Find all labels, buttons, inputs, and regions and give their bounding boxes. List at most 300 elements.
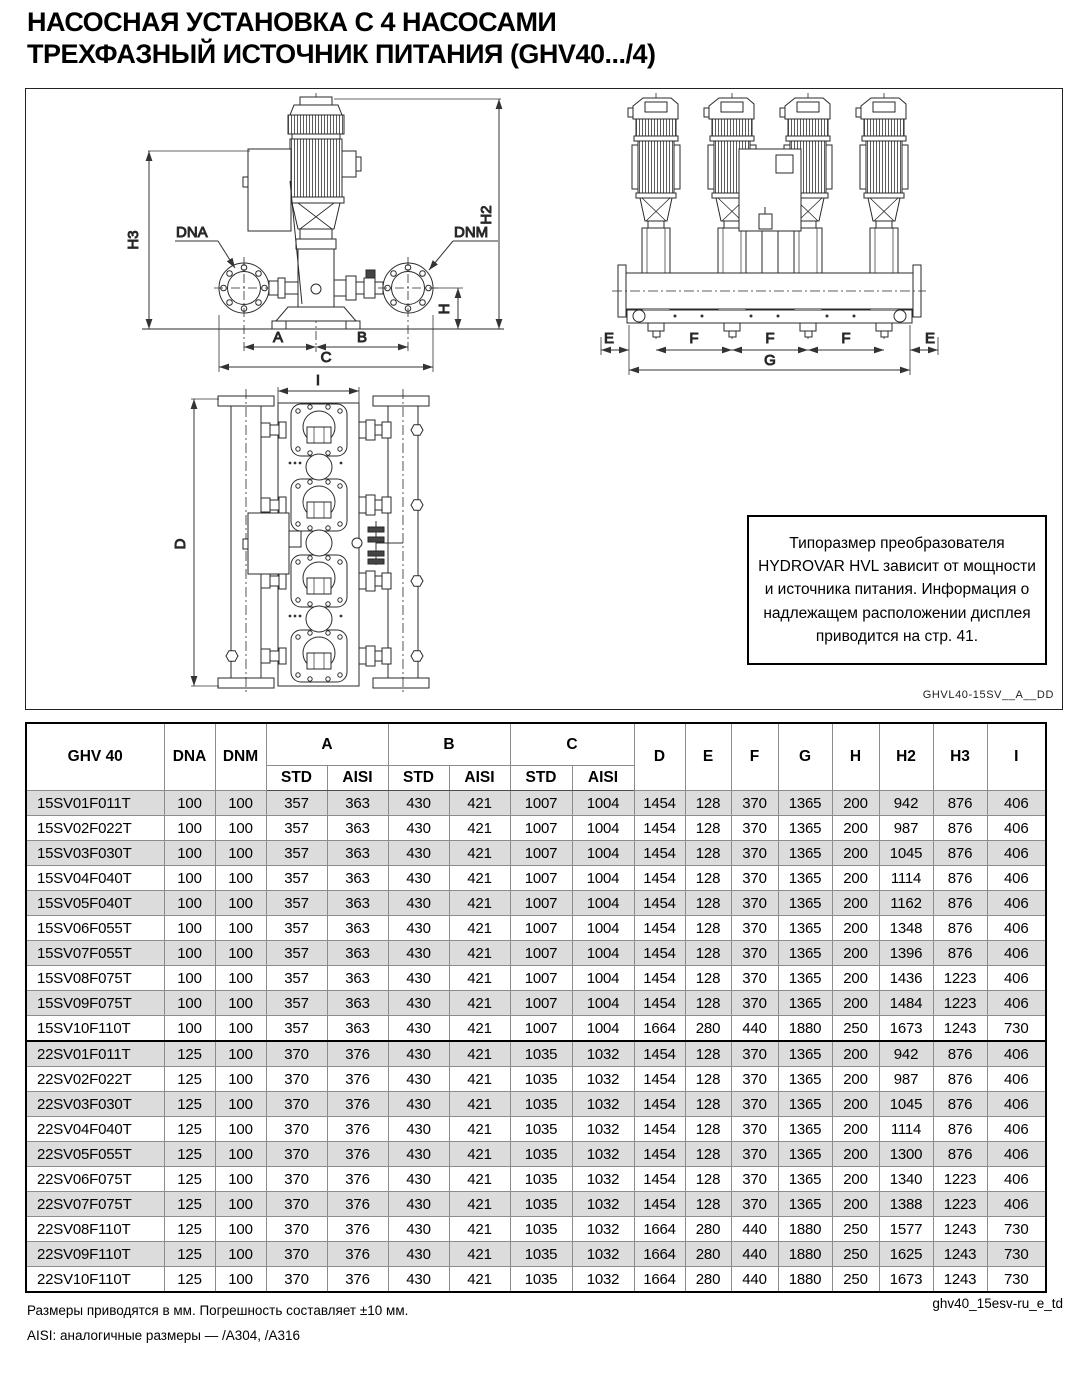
table-row: [26, 791, 1046, 816]
model-cell: 15SV02F022T: [26, 816, 164, 841]
value-cell: 1007: [510, 816, 572, 841]
value-cell: 370: [266, 1041, 327, 1067]
col-header-d: D: [634, 723, 685, 791]
value-cell: 357: [266, 891, 327, 916]
value-cell: 370: [731, 1041, 778, 1067]
value-cell: 200: [832, 1117, 879, 1142]
value-cell: 1004: [572, 1016, 634, 1042]
value-cell: 1007: [510, 891, 572, 916]
table-body: [26, 791, 1046, 1293]
value-cell: 125: [164, 1067, 215, 1092]
value-cell: 1365: [778, 1142, 832, 1167]
value-cell: 1035: [510, 1067, 572, 1092]
value-cell: 1880: [778, 1267, 832, 1293]
value-cell: 1035: [510, 1242, 572, 1267]
value-cell: 370: [266, 1267, 327, 1293]
value-cell: 1032: [572, 1092, 634, 1117]
value-cell: 1365: [778, 966, 832, 991]
value-cell: 1004: [572, 791, 634, 816]
value-cell: 1880: [778, 1242, 832, 1267]
value-cell: 440: [731, 1242, 778, 1267]
value-cell: 1454: [634, 791, 685, 816]
value-cell: 876: [933, 891, 987, 916]
value-cell: 363: [327, 916, 388, 941]
value-cell: 200: [832, 991, 879, 1016]
value-cell: 376: [327, 1192, 388, 1217]
value-cell: 100: [215, 916, 266, 941]
value-cell: 1365: [778, 1167, 832, 1192]
value-cell: 1035: [510, 1192, 572, 1217]
value-cell: 1007: [510, 941, 572, 966]
value-cell: 1454: [634, 1142, 685, 1167]
value-cell: 250: [832, 1217, 879, 1242]
value-cell: 1673: [879, 1016, 933, 1042]
value-cell: 200: [832, 1041, 879, 1067]
value-cell: 421: [449, 841, 510, 866]
value-cell: 200: [832, 891, 879, 916]
title-line-2: ТРЕХФАЗНЫЙ ИСТОЧНИК ПИТАНИЯ (GHV40.../4): [27, 39, 656, 70]
value-cell: 730: [987, 1016, 1046, 1042]
value-cell: 1664: [634, 1016, 685, 1042]
value-cell: 876: [933, 1041, 987, 1067]
value-cell: 406: [987, 866, 1046, 891]
value-cell: 406: [987, 1041, 1046, 1067]
value-cell: 200: [832, 816, 879, 841]
value-cell: 406: [987, 791, 1046, 816]
value-cell: 406: [987, 1192, 1046, 1217]
value-cell: 1673: [879, 1267, 933, 1293]
col-header-i: I: [987, 723, 1046, 791]
value-cell: 421: [449, 1167, 510, 1192]
value-cell: 730: [987, 1267, 1046, 1293]
dim-label-h3: H3: [125, 230, 142, 250]
value-cell: 363: [327, 816, 388, 841]
value-cell: 1035: [510, 1167, 572, 1192]
value-cell: 100: [164, 916, 215, 941]
value-cell: 942: [879, 791, 933, 816]
value-cell: 1664: [634, 1242, 685, 1267]
value-cell: 430: [388, 1041, 449, 1067]
value-cell: 430: [388, 1167, 449, 1192]
value-cell: 1365: [778, 1092, 832, 1117]
value-cell: 1004: [572, 991, 634, 1016]
col-header-h2: H2: [879, 723, 933, 791]
model-cell: 22SV04F040T: [26, 1117, 164, 1142]
value-cell: 876: [933, 1092, 987, 1117]
value-cell: 1223: [933, 1192, 987, 1217]
value-cell: 363: [327, 941, 388, 966]
value-cell: 1035: [510, 1092, 572, 1117]
col-header-a: A: [266, 723, 388, 766]
value-cell: 1454: [634, 916, 685, 941]
table-row: [26, 841, 1046, 866]
value-cell: 280: [685, 1217, 731, 1242]
dim-label-h: H: [436, 303, 453, 315]
model-cell: 22SV06F075T: [26, 1167, 164, 1192]
value-cell: 100: [215, 1142, 266, 1167]
value-cell: 421: [449, 1067, 510, 1092]
value-cell: 406: [987, 841, 1046, 866]
value-cell: 376: [327, 1067, 388, 1092]
value-cell: 430: [388, 791, 449, 816]
value-cell: 430: [388, 1142, 449, 1167]
value-cell: 280: [685, 1242, 731, 1267]
value-cell: 1004: [572, 841, 634, 866]
value-cell: 363: [327, 1016, 388, 1042]
value-cell: 128: [685, 1067, 731, 1092]
value-cell: 100: [215, 1242, 266, 1267]
value-cell: 421: [449, 1267, 510, 1293]
value-cell: 430: [388, 966, 449, 991]
value-cell: 1114: [879, 866, 933, 891]
value-cell: 200: [832, 941, 879, 966]
table-row: [26, 916, 1046, 941]
value-cell: 1454: [634, 1067, 685, 1092]
value-cell: 430: [388, 1242, 449, 1267]
value-cell: 406: [987, 991, 1046, 1016]
table-row: [26, 1142, 1046, 1167]
value-cell: 200: [832, 1167, 879, 1192]
value-cell: 370: [731, 866, 778, 891]
value-cell: 1365: [778, 791, 832, 816]
value-cell: 406: [987, 1067, 1046, 1092]
value-cell: 1032: [572, 1267, 634, 1293]
subheader-c-std: STD: [510, 766, 572, 791]
table-row: [26, 1192, 1046, 1217]
model-cell: 15SV09F075T: [26, 991, 164, 1016]
value-cell: 876: [933, 1067, 987, 1092]
value-cell: 430: [388, 916, 449, 941]
value-cell: 430: [388, 941, 449, 966]
value-cell: 1035: [510, 1267, 572, 1293]
value-cell: 370: [266, 1192, 327, 1217]
value-cell: 430: [388, 841, 449, 866]
dim-label-f3: F: [841, 330, 851, 347]
col-header-g: G: [778, 723, 832, 791]
value-cell: 1454: [634, 891, 685, 916]
value-cell: 440: [731, 1016, 778, 1042]
value-cell: 421: [449, 1041, 510, 1067]
dim-label-e-right: E: [924, 330, 936, 347]
value-cell: 421: [449, 1092, 510, 1117]
value-cell: 357: [266, 866, 327, 891]
subheader-a-std: STD: [266, 766, 327, 791]
model-cell: 22SV08F110T: [26, 1217, 164, 1242]
value-cell: 1243: [933, 1217, 987, 1242]
value-cell: 1365: [778, 816, 832, 841]
value-cell: 1004: [572, 966, 634, 991]
table-row: [26, 941, 1046, 966]
value-cell: 128: [685, 916, 731, 941]
value-cell: 280: [685, 1267, 731, 1293]
table-row: [26, 816, 1046, 841]
value-cell: 125: [164, 1217, 215, 1242]
value-cell: 421: [449, 1142, 510, 1167]
value-cell: 363: [327, 991, 388, 1016]
value-cell: 1032: [572, 1242, 634, 1267]
value-cell: 100: [215, 1016, 266, 1042]
value-cell: 1162: [879, 891, 933, 916]
model-cell: 15SV10F110T: [26, 1016, 164, 1042]
value-cell: 1032: [572, 1041, 634, 1067]
value-cell: 1365: [778, 841, 832, 866]
value-cell: 100: [164, 816, 215, 841]
value-cell: 430: [388, 991, 449, 1016]
value-cell: 250: [832, 1242, 879, 1267]
value-cell: 1454: [634, 941, 685, 966]
value-cell: 370: [731, 891, 778, 916]
value-cell: 876: [933, 1142, 987, 1167]
value-cell: 1454: [634, 991, 685, 1016]
value-cell: 376: [327, 1167, 388, 1192]
value-cell: 100: [164, 1016, 215, 1042]
table-row: [26, 991, 1046, 1016]
model-cell: 22SV02F022T: [26, 1067, 164, 1092]
dim-label-b: B: [356, 329, 368, 346]
value-cell: 357: [266, 816, 327, 841]
value-cell: 376: [327, 1092, 388, 1117]
value-cell: 430: [388, 1217, 449, 1242]
value-cell: 876: [933, 816, 987, 841]
value-cell: 100: [215, 1192, 266, 1217]
value-cell: 730: [987, 1242, 1046, 1267]
value-cell: 1004: [572, 816, 634, 841]
value-cell: 406: [987, 941, 1046, 966]
value-cell: 357: [266, 841, 327, 866]
value-cell: 1454: [634, 841, 685, 866]
model-cell: 15SV05F040T: [26, 891, 164, 916]
page-title: [27, 6, 656, 71]
dim-label-c: C: [320, 349, 332, 366]
table-row: [26, 1041, 1046, 1067]
subheader-c-aisi: AISI: [572, 766, 634, 791]
value-cell: 430: [388, 1117, 449, 1142]
value-cell: 421: [449, 1217, 510, 1242]
value-cell: 100: [215, 1217, 266, 1242]
value-cell: 370: [731, 941, 778, 966]
value-cell: 370: [266, 1117, 327, 1142]
value-cell: 370: [266, 1092, 327, 1117]
dim-label-h2: H2: [478, 205, 495, 225]
value-cell: 440: [731, 1267, 778, 1293]
value-cell: 100: [215, 866, 266, 891]
table-row: [26, 866, 1046, 891]
value-cell: 421: [449, 1242, 510, 1267]
value-cell: 876: [933, 941, 987, 966]
value-cell: 128: [685, 816, 731, 841]
table-row: [26, 1267, 1046, 1293]
model-cell: 22SV01F011T: [26, 1041, 164, 1067]
table-row: [26, 1117, 1046, 1142]
value-cell: 1223: [933, 1167, 987, 1192]
value-cell: 1035: [510, 1217, 572, 1242]
value-cell: 100: [215, 1067, 266, 1092]
value-cell: 1032: [572, 1217, 634, 1242]
value-cell: 376: [327, 1117, 388, 1142]
value-cell: 1454: [634, 1192, 685, 1217]
value-cell: 1880: [778, 1016, 832, 1042]
value-cell: 1436: [879, 966, 933, 991]
value-cell: 200: [832, 1067, 879, 1092]
value-cell: 876: [933, 841, 987, 866]
value-cell: 1032: [572, 1192, 634, 1217]
value-cell: 421: [449, 991, 510, 1016]
value-cell: 200: [832, 841, 879, 866]
value-cell: 370: [731, 966, 778, 991]
value-cell: 1223: [933, 966, 987, 991]
value-cell: 357: [266, 941, 327, 966]
model-cell: 22SV05F055T: [26, 1142, 164, 1167]
value-cell: 1035: [510, 1142, 572, 1167]
model-cell: 15SV03F030T: [26, 841, 164, 866]
hydrovar-controller-front: [739, 149, 801, 273]
subheader-a-aisi: AISI: [327, 766, 388, 791]
value-cell: 430: [388, 1067, 449, 1092]
hydrovar-note-text: Типоразмер преобразователя HYDROVAR HVL зависит от мощности и источника питания. Информация о надлежащем расположении дисплея приводится на стр. 41.: [758, 534, 1036, 645]
value-cell: 421: [449, 1192, 510, 1217]
value-cell: 421: [449, 816, 510, 841]
value-cell: 250: [832, 1016, 879, 1042]
model-cell: 22SV07F075T: [26, 1192, 164, 1217]
value-cell: 128: [685, 1167, 731, 1192]
value-cell: 406: [987, 816, 1046, 841]
value-cell: 421: [449, 941, 510, 966]
value-cell: 125: [164, 1041, 215, 1067]
col-header-dnm: DNM: [215, 723, 266, 791]
footnote-aisi: AISI: аналогичные размеры — /А304, /А316: [27, 1328, 301, 1343]
value-cell: 1004: [572, 941, 634, 966]
value-cell: 100: [164, 841, 215, 866]
col-header-f: F: [731, 723, 778, 791]
value-cell: 430: [388, 1267, 449, 1293]
value-cell: 100: [164, 941, 215, 966]
value-cell: 406: [987, 1092, 1046, 1117]
dim-label-a: A: [272, 329, 284, 346]
value-cell: 376: [327, 1142, 388, 1167]
value-cell: 1365: [778, 1192, 832, 1217]
value-cell: 1454: [634, 816, 685, 841]
value-cell: 987: [879, 1067, 933, 1092]
value-cell: 357: [266, 1016, 327, 1042]
value-cell: 1365: [778, 1067, 832, 1092]
value-cell: 363: [327, 841, 388, 866]
value-cell: 128: [685, 991, 731, 1016]
value-cell: 125: [164, 1267, 215, 1293]
value-cell: 1007: [510, 866, 572, 891]
value-cell: 876: [933, 916, 987, 941]
value-cell: 1045: [879, 1092, 933, 1117]
value-cell: 128: [685, 1117, 731, 1142]
value-cell: 1388: [879, 1192, 933, 1217]
dim-label-dnm: DNM: [454, 224, 489, 241]
drawing-reference-code: GHVL40-15SV__A__DD: [922, 689, 1054, 701]
document-reference: ghv40_15esv-ru_e_td: [932, 1296, 1063, 1311]
value-cell: 100: [215, 1167, 266, 1192]
value-cell: 406: [987, 966, 1046, 991]
value-cell: 125: [164, 1167, 215, 1192]
value-cell: 406: [987, 1117, 1046, 1142]
value-cell: 987: [879, 816, 933, 841]
col-header-dna: DNA: [164, 723, 215, 791]
footnote-units: Размеры приводятся в мм. Погрешность составляет ±10 мм.: [27, 1303, 409, 1318]
value-cell: 1365: [778, 941, 832, 966]
col-header-b: B: [388, 723, 510, 766]
value-cell: 100: [215, 841, 266, 866]
value-cell: 250: [832, 1267, 879, 1293]
value-cell: 200: [832, 1142, 879, 1167]
front-view-drawing: [601, 93, 938, 375]
table-row: [26, 1242, 1046, 1267]
value-cell: 1880: [778, 1217, 832, 1242]
dnm-callout: [429, 224, 498, 270]
value-cell: 1007: [510, 916, 572, 941]
value-cell: 376: [327, 1041, 388, 1067]
value-cell: 1223: [933, 991, 987, 1016]
value-cell: 370: [266, 1167, 327, 1192]
value-cell: 100: [164, 866, 215, 891]
col-header-h3: H3: [933, 723, 987, 791]
dim-label-i: I: [315, 372, 321, 389]
value-cell: 280: [685, 1016, 731, 1042]
dimensions-table: [25, 722, 1047, 1293]
table-header: [26, 723, 1046, 791]
value-cell: 421: [449, 916, 510, 941]
col-header-h: H: [832, 723, 879, 791]
value-cell: 1007: [510, 991, 572, 1016]
value-cell: 1365: [778, 991, 832, 1016]
value-cell: 1454: [634, 966, 685, 991]
dim-label-f2: F: [765, 330, 775, 347]
value-cell: 125: [164, 1242, 215, 1267]
value-cell: 421: [449, 1016, 510, 1042]
value-cell: 876: [933, 866, 987, 891]
value-cell: 370: [731, 916, 778, 941]
value-cell: 406: [987, 916, 1046, 941]
subheader-b-std: STD: [388, 766, 449, 791]
table-row: [26, 1067, 1046, 1092]
value-cell: 100: [215, 816, 266, 841]
model-cell: 15SV08F075T: [26, 966, 164, 991]
value-cell: 1365: [778, 891, 832, 916]
value-cell: 100: [215, 1092, 266, 1117]
value-cell: 128: [685, 841, 731, 866]
value-cell: 357: [266, 966, 327, 991]
value-cell: 128: [685, 1142, 731, 1167]
col-header-c: C: [510, 723, 634, 766]
value-cell: 1007: [510, 1016, 572, 1042]
model-cell: 15SV01F011T: [26, 791, 164, 816]
value-cell: 1454: [634, 1117, 685, 1142]
top-view-drawing: [172, 372, 429, 695]
value-cell: 200: [832, 966, 879, 991]
value-cell: 1340: [879, 1167, 933, 1192]
value-cell: 370: [731, 991, 778, 1016]
dim-label-dna: DNA: [176, 224, 208, 241]
value-cell: 1454: [634, 1041, 685, 1067]
dim-label-d: D: [172, 538, 189, 550]
value-cell: 370: [731, 816, 778, 841]
value-cell: 100: [215, 991, 266, 1016]
value-cell: 421: [449, 1117, 510, 1142]
side-view-drawing: [125, 93, 504, 372]
value-cell: 406: [987, 891, 1046, 916]
value-cell: 1243: [933, 1267, 987, 1293]
value-cell: 128: [685, 966, 731, 991]
col-header-model: GHV 40: [26, 723, 164, 791]
title-line-1: НАСОСНАЯ УСТАНОВКА С 4 НАСОСАМИ: [27, 7, 557, 37]
value-cell: 376: [327, 1242, 388, 1267]
value-cell: 1365: [778, 866, 832, 891]
